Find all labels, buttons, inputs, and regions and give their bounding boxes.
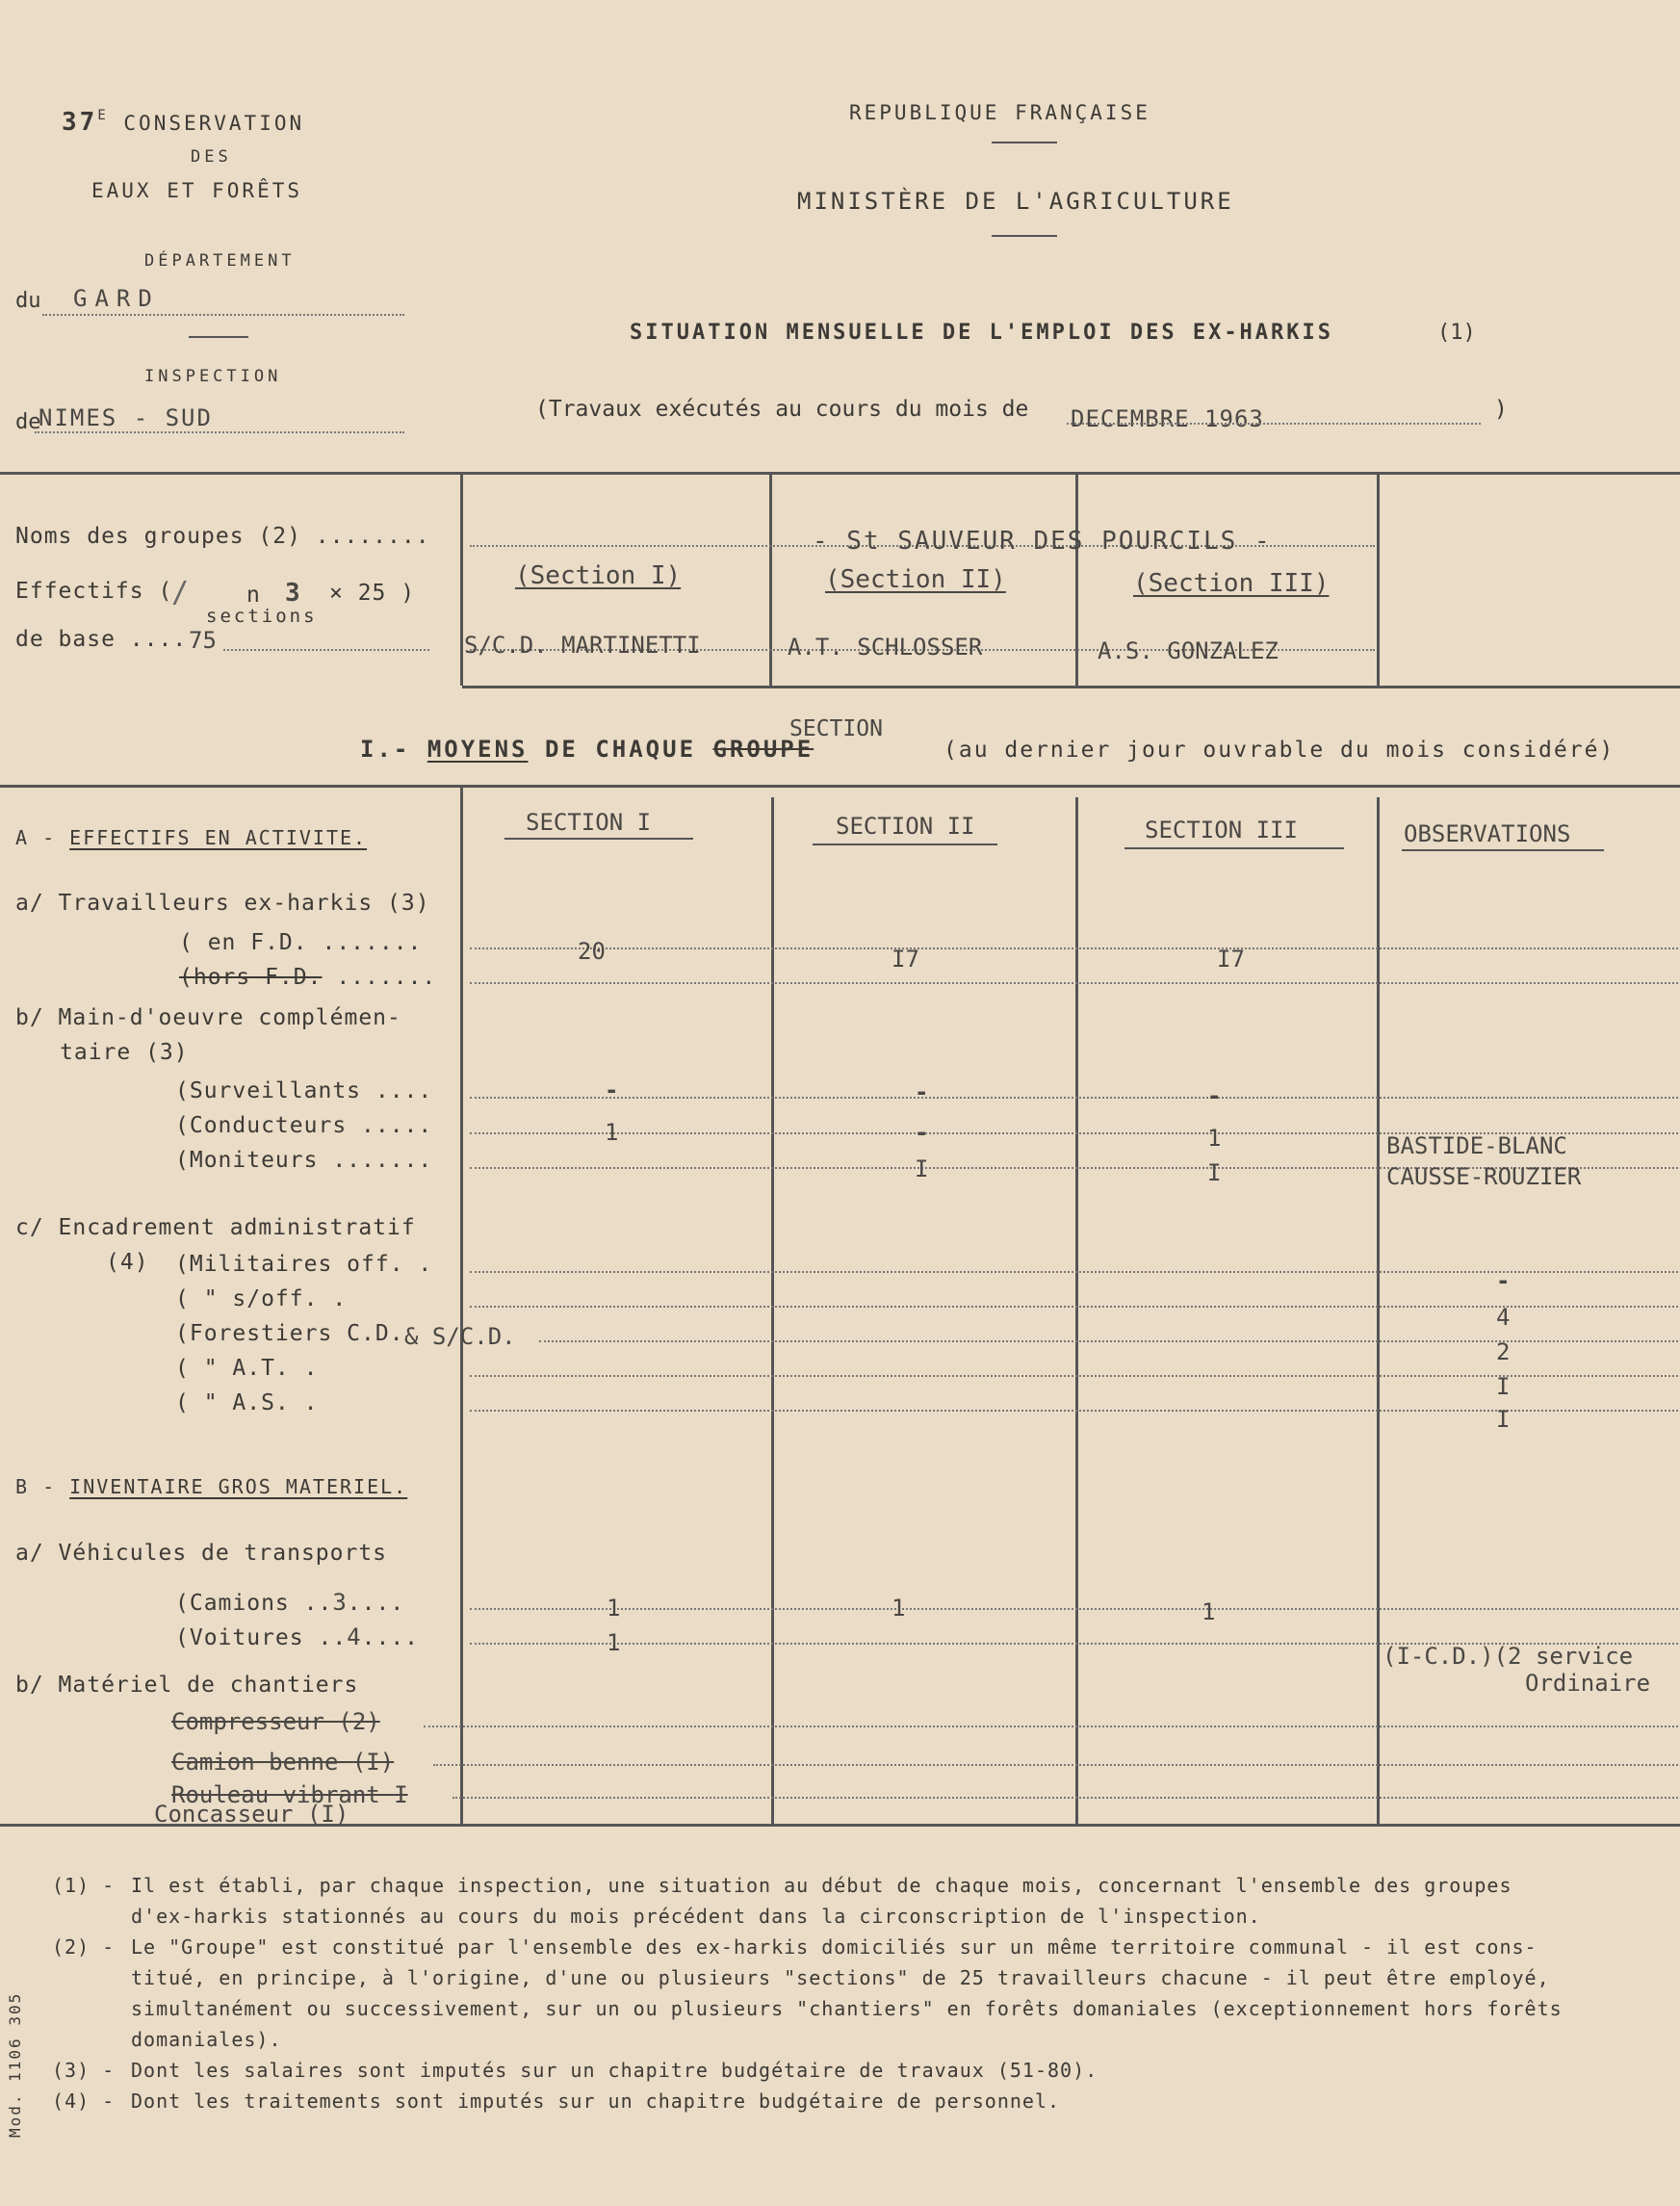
section-b-label: INVENTAIRE GROS MATERIEL. bbox=[69, 1475, 408, 1498]
row-conducteurs-section-2: - bbox=[915, 1119, 929, 1146]
column-header-2-rule bbox=[813, 843, 997, 845]
column-header-1-rule bbox=[504, 838, 693, 840]
c-encadrement-label: c/ Encadrement administratif bbox=[15, 1215, 416, 1240]
section-a-label: EFFECTIFS EN ACTIVITE. bbox=[69, 826, 368, 849]
effectifs-n-value: 3 bbox=[285, 579, 300, 608]
row-forestiers-cd-obs: 4 bbox=[1496, 1304, 1511, 1331]
column-header-section-2: SECTION II bbox=[836, 813, 975, 840]
section-a-title bbox=[15, 826, 367, 849]
section-2-name: (Section II) bbox=[825, 565, 1006, 594]
item-camion-benne-dotline bbox=[433, 1764, 1678, 1766]
footnote-2-line-1: Le "Groupe" est constitué par l'ensemble des ex-harkis domiciliés sur un même territoire communal - il est cons- bbox=[131, 1935, 1538, 1959]
departement-label: DÉPARTEMENT bbox=[144, 251, 296, 271]
footnote-1-line-2: d'ex-harkis stationnés au cours du mois précédent dans la circonscription de l'inspection. bbox=[131, 1905, 1261, 1928]
row-en-fd-section-3: I7 bbox=[1217, 946, 1245, 973]
part1-moyens: MOYENS bbox=[426, 736, 529, 763]
month-dotline bbox=[1067, 423, 1481, 425]
row-forestiers-cd-typed: & S/C.D. bbox=[404, 1323, 516, 1350]
row-camions-section-2: 1 bbox=[892, 1595, 906, 1622]
row-voitures bbox=[175, 1623, 419, 1650]
section-a-prefix: A - bbox=[15, 826, 57, 849]
side-form-code: Mod. 1106 305 bbox=[6, 1991, 24, 2138]
section-3-chief: A.S. GONZALEZ bbox=[1098, 637, 1279, 664]
row-voitures-section-1: 1 bbox=[607, 1629, 621, 1656]
header-rule-1 bbox=[992, 142, 1057, 143]
table-divider-3 bbox=[1075, 797, 1078, 1824]
conservation-sup: E bbox=[97, 108, 109, 123]
row-forestiers-at-label: ( " A.T. . bbox=[175, 1356, 319, 1381]
departement-value: GARD bbox=[73, 285, 160, 312]
base-dotline bbox=[223, 649, 429, 651]
footnote-2-line-2: titué, en principe, à l'origine, d'une ou plusieurs "sections" de 25 travailleurs chacune - il peut être employé, bbox=[131, 1966, 1550, 1989]
group-divider-3 bbox=[1075, 474, 1078, 686]
effectifs-x25: × 25 ) bbox=[329, 581, 416, 606]
row-extra-obs: I bbox=[1496, 1406, 1511, 1433]
footnote-3-num: (3) - bbox=[52, 2059, 116, 2082]
inspection-de: de bbox=[15, 410, 41, 434]
row-surveillants-section-2: - bbox=[915, 1078, 929, 1105]
b-main-doeuvre-label-1: b/ Main-d'oeuvre complémen- bbox=[15, 1005, 401, 1030]
effectifs-slash: / bbox=[171, 576, 190, 610]
form-subtitle-close: ) bbox=[1494, 397, 1508, 422]
row-militaires-soff-label: ( " s/off. . bbox=[175, 1286, 348, 1311]
item-rouleau-dotline bbox=[452, 1797, 1678, 1799]
group-name: - St SAUVEUR DES POURCILS - bbox=[813, 527, 1272, 556]
b-vehicules-label: a/ Véhicules de transports bbox=[15, 1541, 388, 1566]
item-rouleau-vibrant: Rouleau vibrant I bbox=[171, 1781, 408, 1808]
table-divider-2 bbox=[771, 797, 774, 1824]
row-hors-fd-dots: ....... bbox=[322, 965, 437, 990]
row-camions-dotline bbox=[470, 1608, 1678, 1610]
row-conducteurs-obs: BASTIDE-BLANC bbox=[1386, 1132, 1567, 1159]
row-voitures-dots: .... bbox=[361, 1625, 420, 1650]
row-conducteurs-section-3: 1 bbox=[1207, 1125, 1222, 1152]
row-hors-fd-dotline bbox=[470, 982, 1678, 984]
row-moniteurs-label: (Moniteurs ....... bbox=[175, 1148, 433, 1173]
effectifs-sections: sections bbox=[206, 606, 318, 627]
footnote-4-num: (4) - bbox=[52, 2089, 116, 2113]
base-value: 75 bbox=[189, 627, 217, 654]
header-rule-2 bbox=[992, 235, 1057, 237]
row-en-fd-section-1: 20 bbox=[578, 938, 606, 965]
footnote-3-line-1: Dont les salaires sont imputés sur un chapitre budgétaire de travaux (51-80). bbox=[131, 2059, 1098, 2082]
row-camions-dots: .... bbox=[347, 1591, 405, 1616]
row-voitures-label: (Voitures .. bbox=[175, 1625, 348, 1650]
row-hors-fd-label: (hors F.D. bbox=[179, 965, 323, 990]
row-moniteurs-obs: CAUSSE-ROUZIER bbox=[1386, 1163, 1582, 1190]
item-camion-benne: Camion benne (I) bbox=[171, 1749, 395, 1776]
row-en-fd-dotline bbox=[470, 947, 1678, 949]
group-divider-4 bbox=[1377, 474, 1380, 686]
column-header-4-rule bbox=[1402, 849, 1604, 851]
base-label: de base .... bbox=[15, 627, 188, 652]
row-camions-typed: 3 bbox=[332, 1589, 348, 1616]
ministere: MINISTÈRE DE L'AGRICULTURE bbox=[797, 188, 1234, 215]
inspection-value: NIMES - SUD bbox=[39, 404, 213, 431]
footnote-2-line-3: simultanément ou successivement, sur un ou plusieurs "chantiers" en forêts domaniales (exceptionnement hors forêts bbox=[131, 1997, 1563, 2020]
form-title: SITUATION MENSUELLE DE L'EMPLOI DES EX-HARKIS bbox=[630, 321, 1334, 345]
group-divider-2 bbox=[769, 474, 772, 686]
inspection-label: INSPECTION bbox=[144, 367, 282, 386]
footnote-2-num: (2) - bbox=[52, 1935, 116, 1959]
column-header-observations: OBSERVATIONS bbox=[1404, 820, 1571, 847]
part1-suffix: (au dernier jour ouvrable du mois considéré) bbox=[943, 738, 1615, 763]
table-divider-4 bbox=[1377, 797, 1380, 1824]
item-compresseur: Compresseur (2) bbox=[171, 1708, 380, 1735]
form-title-note: (1) bbox=[1437, 321, 1476, 345]
row-en-fd-label: ( en F.D. ....... bbox=[179, 930, 423, 955]
conservation-label: CONSERVATION bbox=[123, 112, 305, 135]
row-voitures-typed: 4 bbox=[347, 1623, 362, 1650]
footnote-1-line-1: Il est établi, par chaque inspection, une situation au début de chaque mois, concernant l'ensemble des groupes bbox=[131, 1874, 1512, 1897]
row-conducteurs-label: (Conducteurs ..... bbox=[175, 1113, 433, 1138]
section-2-chief: A.T. SCHLOSSER bbox=[788, 634, 983, 661]
table-divider-1 bbox=[460, 787, 463, 1824]
group-top-rule bbox=[0, 472, 1680, 475]
group-bottom-rule bbox=[462, 686, 1680, 688]
row-conducteurs-section-1: 1 bbox=[605, 1119, 619, 1146]
c-encadrement-note: (4) bbox=[106, 1250, 149, 1275]
row-forestiers-at-obs: 2 bbox=[1496, 1338, 1511, 1365]
row-forestiers-as-obs: I bbox=[1496, 1373, 1511, 1400]
row-hors-fd bbox=[179, 965, 436, 990]
conservation-number: 37 bbox=[62, 108, 98, 137]
item-concasseur: Concasseur (I) bbox=[154, 1801, 349, 1828]
column-header-section-1: SECTION I bbox=[526, 809, 652, 836]
inspection-dotline bbox=[35, 431, 404, 433]
republique: REPUBLIQUE FRANÇAISE bbox=[849, 101, 1150, 124]
vehicules-obs-line-1: (I-C.D.)(2 service bbox=[1383, 1643, 1634, 1670]
row-moniteurs-section-2: I bbox=[915, 1155, 929, 1182]
row-camions-section-1: 1 bbox=[607, 1595, 621, 1622]
b-main-doeuvre-label-2: taire (3) bbox=[60, 1040, 189, 1065]
column-header-section-3: SECTION III bbox=[1145, 817, 1298, 843]
item-compresseur-dotline bbox=[424, 1726, 1678, 1727]
row-surveillants-section-3: - bbox=[1207, 1082, 1222, 1109]
row-militaires-off-label: (Militaires off. . bbox=[175, 1252, 433, 1277]
column-header-3-rule bbox=[1124, 847, 1344, 849]
des-label: DES bbox=[191, 147, 232, 167]
row-moniteurs-section-3: I bbox=[1207, 1159, 1222, 1186]
part1-heading bbox=[360, 736, 814, 763]
section-1-chief: S/C.D. MARTINETTI bbox=[464, 632, 701, 659]
form-subtitle: (Travaux exécutés au cours du mois de bbox=[535, 397, 1029, 422]
footnote-4-line-1: Dont les traitements sont imputés sur un chapitre budgétaire de personnel. bbox=[131, 2089, 1061, 2113]
row-surveillants-dotline bbox=[470, 1097, 1678, 1099]
footnote-1-num: (1) - bbox=[52, 1874, 116, 1897]
part1-prefix: I.- bbox=[360, 736, 411, 763]
section-1-name: (Section I) bbox=[515, 561, 682, 590]
effectifs-label: Effectifs ( bbox=[15, 579, 173, 604]
row-camions bbox=[175, 1589, 404, 1616]
row-camions-label: (Camions .. bbox=[175, 1591, 333, 1616]
section-b-title bbox=[15, 1475, 407, 1498]
row-forestiers-cd-label: (Forestiers C.D. bbox=[175, 1321, 404, 1346]
month-value: DECEMBRE 1963 bbox=[1071, 405, 1264, 432]
b-materiel-label: b/ Matériel de chantiers bbox=[15, 1673, 359, 1698]
effectifs-n: n bbox=[246, 583, 261, 608]
table-top-rule bbox=[0, 785, 1680, 788]
row-forestiers-as-label: ( " A.S. . bbox=[175, 1390, 319, 1415]
section-3-name: (Section III) bbox=[1133, 569, 1330, 598]
row-surveillants-section-1: - bbox=[605, 1077, 619, 1103]
group-names-label: Noms des groupes (2) ........ bbox=[15, 524, 430, 549]
departement-du: du bbox=[15, 289, 41, 313]
group-divider-1 bbox=[460, 474, 463, 686]
header-rule-left bbox=[189, 336, 248, 338]
footnote-2-line-4: domaniales). bbox=[131, 2028, 282, 2051]
part1-de-chaque: DE CHAQUE bbox=[544, 736, 697, 763]
vehicules-obs-line-2: Ordinaire bbox=[1525, 1670, 1651, 1697]
eaux-forets-label: EAUX ET FORÊTS bbox=[91, 179, 303, 202]
row-surveillants-label: (Surveillants .... bbox=[175, 1078, 433, 1103]
conservation-heading bbox=[62, 108, 304, 137]
section-correction: SECTION bbox=[789, 716, 883, 741]
row-camions-section-3: 1 bbox=[1202, 1598, 1216, 1625]
row-en-fd-section-2: I7 bbox=[892, 946, 919, 973]
a-travailleurs-label: a/ Travailleurs ex-harkis (3) bbox=[15, 891, 430, 916]
part1-groupe: GROUPE bbox=[712, 736, 814, 763]
section-b-prefix: B - bbox=[15, 1475, 57, 1498]
row-militaires-soff-obs: - bbox=[1496, 1267, 1511, 1294]
departement-dotline bbox=[42, 314, 404, 316]
